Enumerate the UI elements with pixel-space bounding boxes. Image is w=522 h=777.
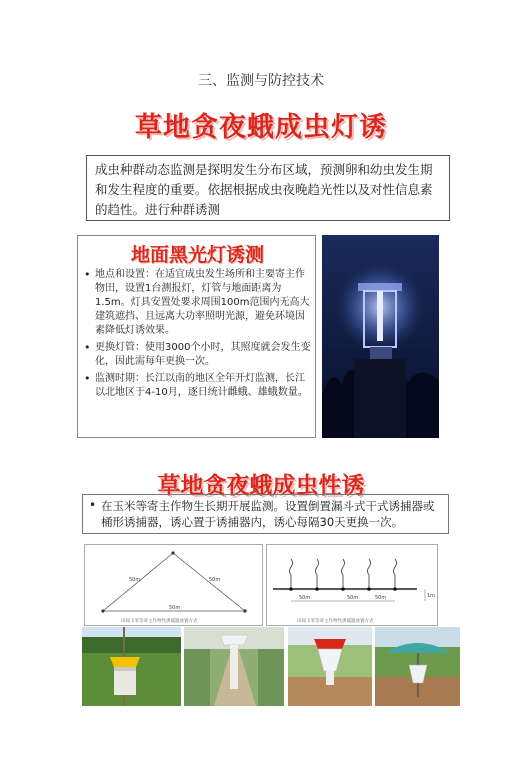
section-heading: 三、监测与防控技术 (198, 73, 324, 89)
diagram-label: 50m (209, 577, 221, 583)
row-placement-diagram (266, 544, 438, 626)
triangle-placement-diagram (84, 544, 263, 626)
list-item: • 更换灯管：使用3000个小时，其照度就会发生变化，因此需每年更换一次。 (84, 341, 312, 369)
diagram-label: 50m (169, 605, 181, 611)
triangle-diagram-svg (85, 545, 263, 626)
diagram-label: 50m (347, 595, 359, 601)
diagram-label: 50m (375, 595, 387, 601)
diagram-caption: 田间玉米等寄主作物性诱捕器放置方式 (121, 619, 198, 624)
black-light-panel (77, 235, 316, 438)
black-light-trap-photo (322, 235, 439, 438)
diagram-caption: 田间玉米等寄主作物性诱捕器放置方式 (297, 619, 374, 624)
sex-lure-text: 在玉米等寄主作物生长期开展监测。设置倒置漏斗式干式诱捕器或桶形诱捕器，诱心置于诱捕器内，诱心每隔30天更换一次。 (101, 499, 435, 529)
sex-lure-text-box (82, 494, 449, 534)
intro-text-box: 成虫种群动态监测是探明发生分布区域，预测卵和幼虫发生期和发生程度的重要。依据根据成虫夜晚趋光性以及对性信息素的趋性。进行种群诱测 (86, 155, 450, 221)
red-lid-trap-photo (288, 627, 372, 706)
umbrella-trap-photo (375, 627, 460, 706)
diagram-label: 1m (427, 593, 436, 599)
diagram-label: 50m (129, 577, 141, 583)
panel-title: 地面黑光灯诱测 (130, 244, 264, 266)
bucket-trap-photo (82, 627, 181, 706)
diagram-label: 50m (299, 595, 311, 601)
row-diagram-svg (267, 545, 438, 626)
funnel-trap-field-photo (184, 627, 284, 706)
panel-bullet-list (84, 268, 312, 403)
night-lamp-image (322, 235, 439, 438)
title-adult-light-lure: 草地贪夜蛾成虫灯诱 (135, 112, 387, 143)
title-sex-pheromone-lure: 草地贪夜蛾成虫性诱 (157, 473, 365, 499)
list-item: • 监测时期：长江以南的地区全年开灯监测，长江以北地区于4-10月，逐日统计雌蛾、雄蛾数量。 (84, 372, 312, 400)
bullet-icon: • (89, 498, 97, 512)
list-item: • 地点和设置：在适宜成虫发生场所和主要寄主作物田，设置1台测报灯，灯管与地面距离为1.5m。灯具安置处要求周围100m范围内无高大建筑遮挡、且远离大功率照明光源，避免环境因素降低灯诱效果。 (84, 268, 312, 338)
